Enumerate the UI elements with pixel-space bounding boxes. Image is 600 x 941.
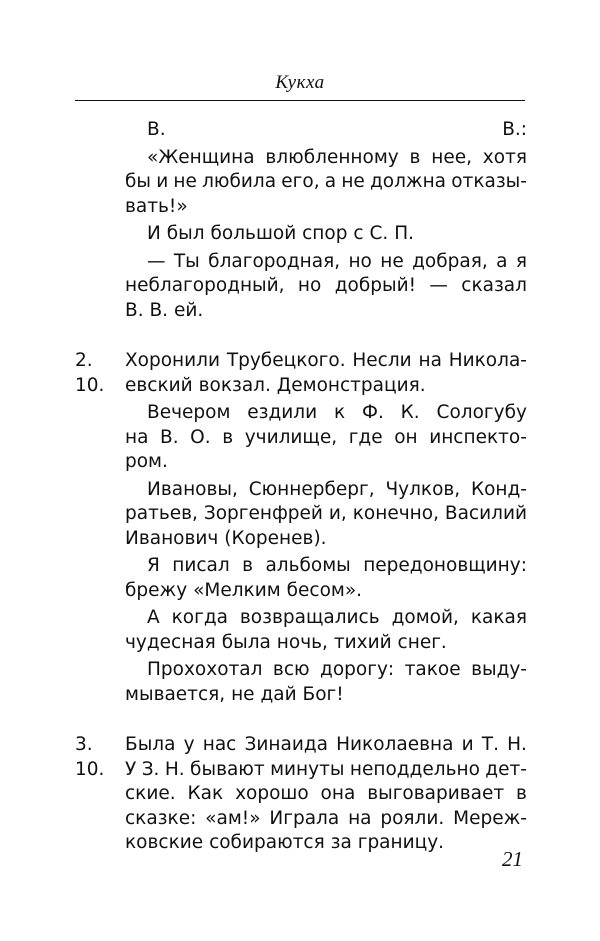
text-line: В. В. ей. — [125, 299, 204, 321]
text-line: чудесная была ночь, тихий снег. — [125, 631, 447, 653]
text-line: ковские собираются за границу. — [125, 832, 445, 853]
text-line: ратьев, Зоргенфрей и, конечно, Василий — [125, 503, 527, 524]
text-line: У З. Н. бывают минуты неподдельно дет- — [125, 758, 527, 780]
entry-gap — [75, 707, 527, 733]
text-line: неблагородный, но добрый! — сказал — [125, 275, 527, 296]
text-line: мывается, не дай Бог! — [125, 683, 344, 705]
entry-text — [125, 349, 527, 707]
text-line: А когда возвращались домой, какая — [147, 607, 527, 628]
running-head: Кукха — [275, 72, 325, 93]
text-line: Хоронили Трубецкого. Несли на Никола- — [125, 350, 527, 371]
page-body — [75, 118, 527, 856]
text-line: Вечером ездили к Ф. К. Сологубу — [147, 402, 527, 423]
header-rule — [75, 100, 525, 101]
text-line: — Ты благородная, но не добрая, а я — [147, 250, 527, 272]
diary-entry — [75, 733, 527, 856]
entry-date: 3. 10. — [75, 734, 105, 780]
text-line: Прохохотал всю дорогу: такое выду- — [147, 659, 527, 680]
entry-text — [125, 118, 527, 323]
text-line: ром. — [125, 451, 168, 472]
entry-text — [125, 733, 527, 856]
text-line: Иванович (Коренев). — [125, 527, 327, 549]
entry-gap — [75, 323, 527, 349]
text-line: И был большой спор с С. П. — [147, 223, 414, 244]
text-line: ские. Как хорошо она выговаривает в — [125, 783, 527, 804]
text-line: «Женщина влюбленному в нее, хотя — [147, 146, 527, 168]
text-line: вать!» — [125, 195, 188, 217]
text-line: Ивановы, Сюннерберг, Чулков, Конд- — [147, 478, 527, 500]
text-line: Я писал в альбомы передоновщину: — [147, 555, 527, 576]
diary-entry — [75, 349, 527, 707]
text-line: бы и не любила его, а не должна отказы- — [125, 171, 527, 192]
text-line: сказке: «ам!» Играла на рояли. Мереж- — [125, 807, 527, 829]
text-line: брежу «Мелким бесом». — [125, 579, 363, 601]
text-line: на В. О. в училище, где он инспекто- — [125, 426, 527, 448]
entry-date: 2. 10. — [75, 350, 105, 396]
text-line: В. В.: — [147, 119, 527, 140]
text-line: евский вокзал. Демонстрация. — [125, 374, 426, 396]
text-line: Была у нас Зинаида Николаевна и Т. Н. — [125, 734, 527, 755]
page-number: 21 — [502, 847, 523, 871]
diary-entry — [75, 118, 527, 323]
